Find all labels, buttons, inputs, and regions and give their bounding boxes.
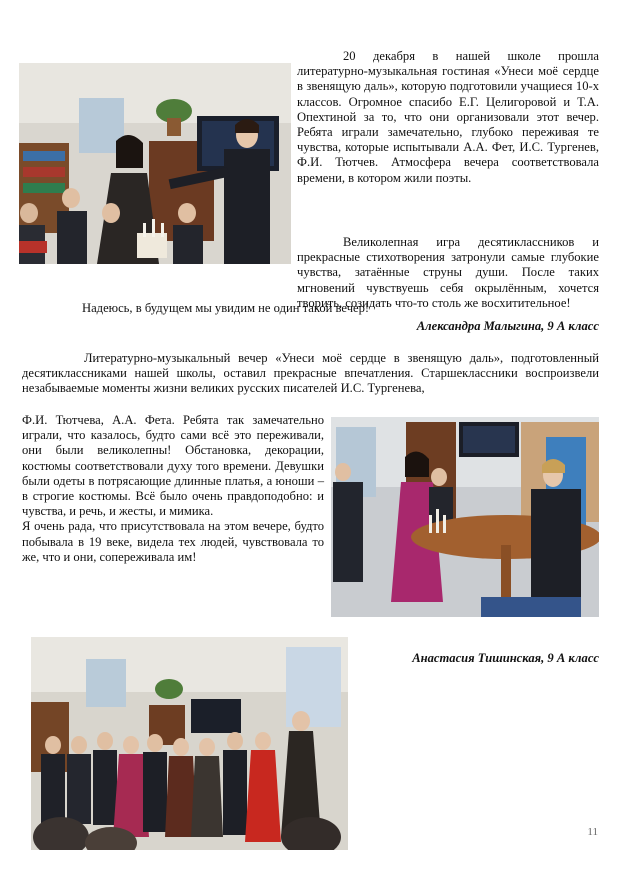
page-number: 11: [587, 826, 598, 838]
photo-table-scene: [331, 417, 599, 617]
article2-paragraph-3: Я очень рада, что присутствовала на этом вечере, будто побывала в 19 веке, видела тех людей, чувствовала то же, что и они, сопереживала им!: [22, 519, 324, 564]
photo-group-bow: [31, 637, 348, 850]
article1-intro-paragraph: [297, 49, 599, 186]
article1-paragraph-2: Великолепная игра десятиклассников и прекрасные стихотворения затронули самые глубокие чувства, затаённые струны души. После таких мгновений чувствуешь себя окрылённым, хочется творить, созидать что-то столь же восхитительное!: [297, 235, 599, 310]
article2-paragraph-1: Литературно-музыкальный вечер «Унеси моё сердце в звенящую даль», подготовленный десятиклассниками нашей школы, оставил прекрасные впечатления. Старшеклассники воспроизвели незабываемые моменты жизни великих русских писателей И.С. Тургенева,: [22, 351, 599, 396]
article1-author: Александра Малыгина, 9 А класс: [416, 319, 599, 333]
article1-paragraph-1: 20 декабря в нашей школе прошла литературно-музыкальная гостиная «Унеси моё сердце в звенящую даль», которую подготовили учащиеся 10-х классов. Огромное спасибо Е.Г. Целигоровой и Т.А. Опехтиной за то, что они организовали этот вечер. Ребята играли замечательно, глубоко переживая те чувства, которые испытывали А.А. Фет, И.С. Тургенев, Ф.И. Тютчев. Атмосфера вечера соответствовала времени, в котором жили поэты.: [297, 49, 599, 185]
article1-continuation: [22, 235, 599, 311]
photo-performance-duet: [19, 63, 291, 264]
article1-closing: [22, 301, 599, 316]
article2-author: Анастасия Тишинская, 9 А класс: [412, 651, 599, 665]
article2-body: [22, 413, 324, 565]
article2-paragraph-2: Ф.И. Тютчева, А.А. Фета. Ребята так замечательно играли, что казалось, будто сами всё это переживали, они были великолепны! Обстановка, декорации, костюмы соответствовали духу того времени. Девушки были одеты в потрясающие длинные платья, а юноши – в строгие костюмы. Всё было очень правдоподобно: и чувства, и речь, и жесты, и мимика.: [22, 413, 324, 519]
article2-intro: [22, 351, 599, 397]
article1-paragraph-3: Надеюсь, в будущем мы увидим не один такой вечер!: [82, 301, 370, 315]
